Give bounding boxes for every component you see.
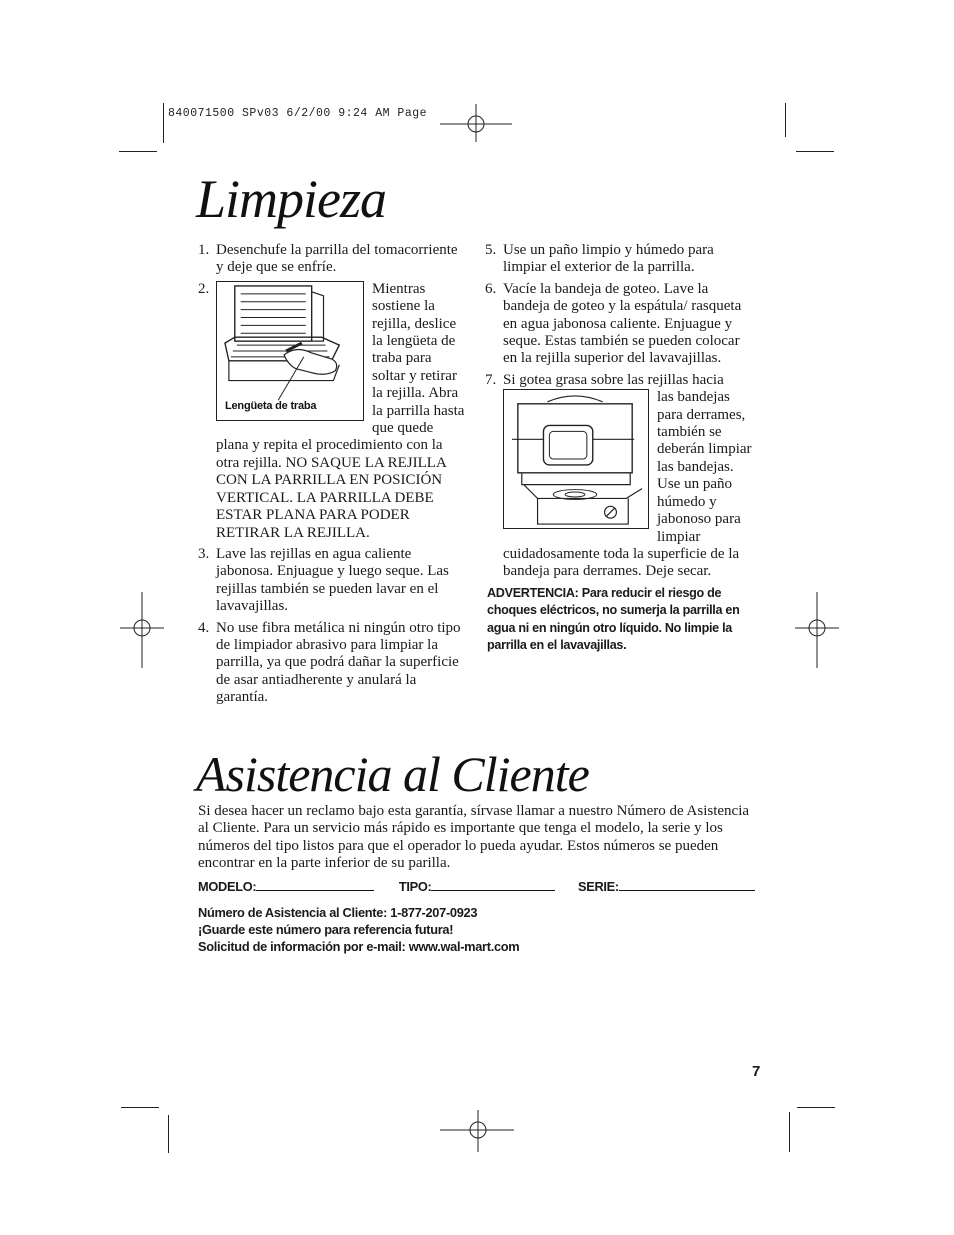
page-number: 7 bbox=[752, 1063, 761, 1080]
drip-tray-figure bbox=[503, 389, 649, 529]
serial-field[interactable] bbox=[619, 877, 755, 891]
step-number: 7. bbox=[485, 371, 497, 388]
crop-mark bbox=[163, 103, 164, 143]
serial-label: SERIE: bbox=[578, 879, 619, 894]
step-text: Lave las rejillas en agua caliente jabonosa. Enjuague y luego seque. Las rejillas también se pueden lavar en el lavavajillas. bbox=[216, 545, 449, 615]
product-fields bbox=[198, 877, 755, 894]
step-item bbox=[485, 281, 757, 368]
crop-mark bbox=[168, 1115, 169, 1153]
step-number: 6. bbox=[485, 280, 497, 297]
step-number: 1. bbox=[198, 242, 210, 258]
crop-mark bbox=[121, 1107, 159, 1108]
print-slug: 840071500 SPv03 6/2/00 9:24 AM Page bbox=[168, 107, 428, 120]
step-number: 2. bbox=[198, 280, 210, 297]
step-text-head: Si gotea grasa sobre las rejillas hacia bbox=[503, 371, 724, 388]
crop-mark bbox=[785, 103, 786, 137]
step-number: 3. bbox=[198, 545, 210, 562]
step-text: Use un paño limpio y húmedo para limpiar el exterior de la parrilla. bbox=[503, 242, 714, 276]
grill-latch-figure bbox=[216, 281, 364, 421]
phone-line: Número de Asistencia al Cliente: 1-877-207-0923 bbox=[198, 905, 478, 920]
step-item bbox=[485, 372, 757, 581]
step-item bbox=[485, 242, 757, 277]
step-text: Desenchufe la parrilla del tomacorriente y deje que se enfríe. bbox=[216, 242, 458, 276]
figure-caption: Lengüeta de traba bbox=[225, 400, 317, 413]
warning-text: ADVERTENCIA: Para reducir el riesgo de choques eléctricos, no sumerja la parrilla en agua ni en ningún otro líquido. No limpie la parrilla en el lavavajillas. bbox=[487, 585, 740, 653]
step-text: Mientras sostiene la rejilla, deslice la lengüeta de traba para soltar y retirar la rejilla. Abra la parrilla hasta que quede plana y repita el procedimiento con la otra rejilla. NO SAQUE LA REJILLA CON LA PARRILLA EN POSICIÓN VERTICAL. LA PARRILLA DEBE ESTAR PLANA PARA PODER RETIRAR LA REJILLA. bbox=[216, 280, 465, 541]
step-text: Vacíe la bandeja de goteo. Lave la bandeja de goteo y la espátula/ rasqueta en agua jabonosa caliente. Enjuague y seque. Estas también se pueden colocar en la rejilla superior del lavavajillas. bbox=[503, 280, 742, 367]
step-number: 4. bbox=[198, 619, 210, 636]
registration-mark-top bbox=[440, 104, 520, 144]
step-text: las bandejas para derrames, también se deberán limpiar las bandejas. Use un paño húmedo y jabonoso para limpiar cuidadosamente toda la superficie de la bandeja para derrames. Deje secar. bbox=[503, 389, 752, 580]
section-title-customer: Asistencia al Cliente bbox=[196, 746, 589, 802]
drip-tray-illustration bbox=[504, 390, 648, 528]
model-field[interactable] bbox=[256, 877, 374, 891]
step-number: 5. bbox=[485, 242, 497, 258]
crop-mark bbox=[797, 1107, 835, 1108]
customer-paragraph: Si desea hacer un reclamo bajo esta garantía, sírvase llamar a nuestro Número de Asistencia al Cliente. Para un servicio más rápido es importante que tenga el modelo, la serie y los números del tipo listos para que el operador lo pueda ayudar. Estos números se pueden encontrar en la parte inferior de su parilla. bbox=[198, 803, 750, 872]
registration-mark-left bbox=[118, 592, 166, 672]
registration-mark-bottom bbox=[440, 1110, 520, 1154]
type-label: TIPO: bbox=[398, 879, 432, 894]
cleaning-column-left bbox=[198, 242, 468, 711]
crop-mark bbox=[789, 1112, 790, 1152]
model-label: MODELO: bbox=[198, 879, 257, 894]
step-item bbox=[198, 281, 468, 542]
contact-info bbox=[198, 904, 519, 955]
email-line: Solicitud de información por e-mail: www.wal-mart.com bbox=[198, 939, 520, 954]
crop-mark bbox=[119, 151, 157, 152]
section-title-cleaning: Limpieza bbox=[196, 169, 387, 229]
step-item bbox=[198, 546, 468, 616]
step-item bbox=[198, 242, 468, 277]
type-field[interactable] bbox=[431, 877, 555, 891]
cleaning-column-right bbox=[485, 242, 757, 655]
registration-mark-right bbox=[793, 592, 841, 672]
crop-mark bbox=[796, 151, 834, 152]
keep-line: ¡Guarde este número para referencia futura! bbox=[198, 922, 454, 937]
step-item bbox=[198, 620, 468, 707]
step-text: No use fibra metálica ni ningún otro tipo de limpiador abrasivo para limpiar la parrilla, ya que podrá dañar la superficie de asar antiadherente y anulará la garantía. bbox=[216, 619, 461, 706]
